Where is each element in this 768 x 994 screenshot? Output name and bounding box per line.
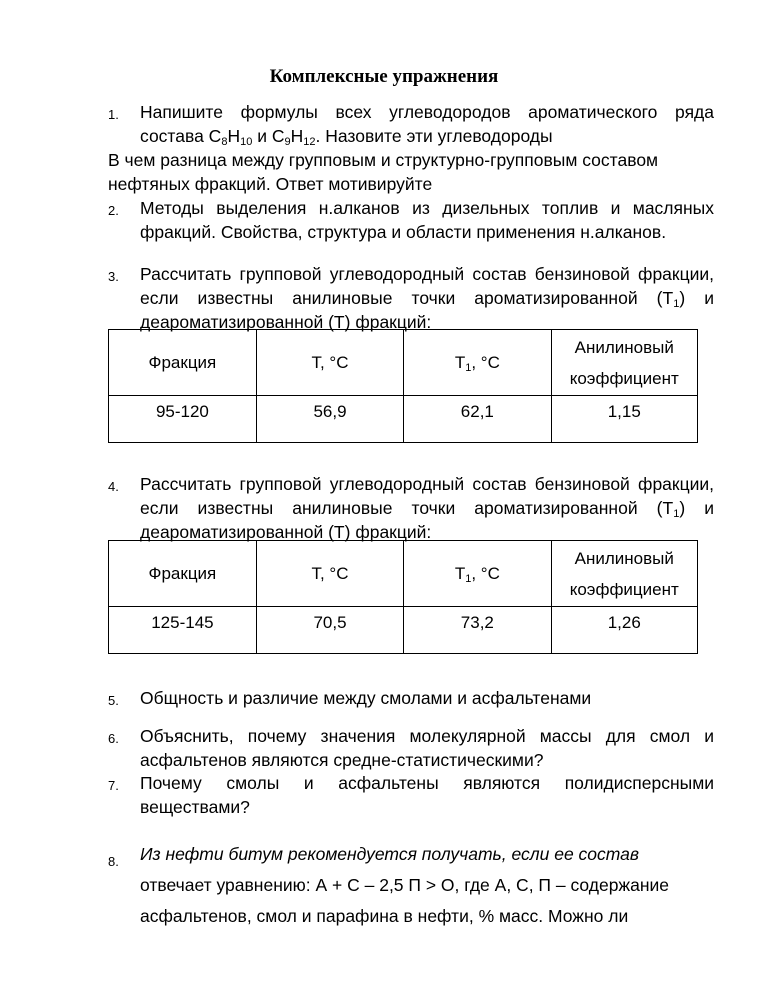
cell-t1: 62,1 — [404, 396, 551, 443]
question-text: Объяснить, почему значения молекулярной массы для смол и асфальтенов являются средне-статистическими? — [140, 726, 714, 770]
cell-fraction: 95-120 — [109, 396, 257, 443]
question-number: 8. — [108, 854, 119, 869]
question-number: 4. — [108, 479, 119, 494]
question-5 — [108, 686, 714, 710]
question-2 — [108, 196, 714, 244]
question-text-rest: отвечает уравнению: А + С – 2,5 П > О, где А, С, П – содержание асфальтенов, смол и парафина в нефти, % масс. Можно ли — [140, 875, 670, 926]
table-header-row — [109, 330, 698, 396]
cell-t: 56,9 — [256, 396, 403, 443]
question-text: Общность и различие между смолами и асфальтенами — [140, 688, 592, 708]
question-6 — [108, 724, 714, 772]
question-1 — [108, 100, 714, 148]
question-number: 6. — [108, 731, 119, 746]
page-title: Комплексные упражнения — [269, 66, 499, 87]
table-header-row — [109, 541, 698, 607]
header-fraction: Фракция — [109, 330, 257, 396]
question-text: Напишите формулы всех углеводородов ароматического ряда состава $С_8Н_{10}$ и $С_9Н_{12}$. Назовите эти углеводороды — [140, 102, 714, 148]
table-row — [109, 607, 698, 654]
cell-coef: 1,15 — [551, 396, 697, 443]
data-table-4 — [108, 540, 698, 654]
cell-t1: 73,2 — [404, 607, 551, 654]
header-fraction: Фракция — [109, 541, 257, 607]
question-number: 1. — [108, 107, 119, 122]
header-t: Т, °С — [256, 330, 403, 396]
header-t1: $Т_1$, °С — [404, 541, 551, 607]
cell-t: 70,5 — [256, 607, 403, 654]
cell-coef: 1,26 — [551, 607, 697, 654]
question-4 — [108, 472, 714, 544]
question-number: 7. — [108, 778, 119, 793]
question-3 — [108, 262, 714, 334]
question-text-italic: Из нефти битум рекомендуется получать, если ее состав — [140, 844, 640, 864]
header-aniline-coef: Анилиновый коэффициент — [551, 541, 697, 607]
question-number: 5. — [108, 693, 119, 708]
question-number: 3. — [108, 269, 119, 284]
question-1-followup: В чем разница между групповым и структурно-групповым составом нефтяных фракций. Ответ мотивируйте — [108, 150, 659, 194]
question-7 — [108, 771, 714, 819]
header-aniline-coef: Анилиновый коэффициент — [551, 330, 697, 396]
question-text: Почему смолы и асфальтены являются полидисперсными веществами? — [140, 773, 714, 817]
question-number: 2. — [108, 203, 119, 218]
header-t1: $Т_1$, °С — [404, 330, 551, 396]
header-t: Т, °С — [256, 541, 403, 607]
question-text — [140, 839, 714, 932]
question-text: Рассчитать групповой углеводородный состав бензиновой фракции, если известны анилиновые точки ароматизированной $(Т_1)$ и деароматизированной (Т) фракций: — [140, 474, 714, 542]
question-text: Методы выделения н.алканов из дизельных топлив и масляных фракций. Свойства, структура и области применения н.алканов. — [140, 198, 714, 242]
data-table-3 — [108, 329, 698, 443]
cell-fraction: 125-145 — [109, 607, 257, 654]
question-8 — [108, 839, 714, 932]
table-row — [109, 396, 698, 443]
question-text: Рассчитать групповой углеводородный состав бензиновой фракции, если известны анилиновые точки ароматизированной $(Т_1)$ и деароматизированной (Т) фракций: — [140, 264, 714, 332]
